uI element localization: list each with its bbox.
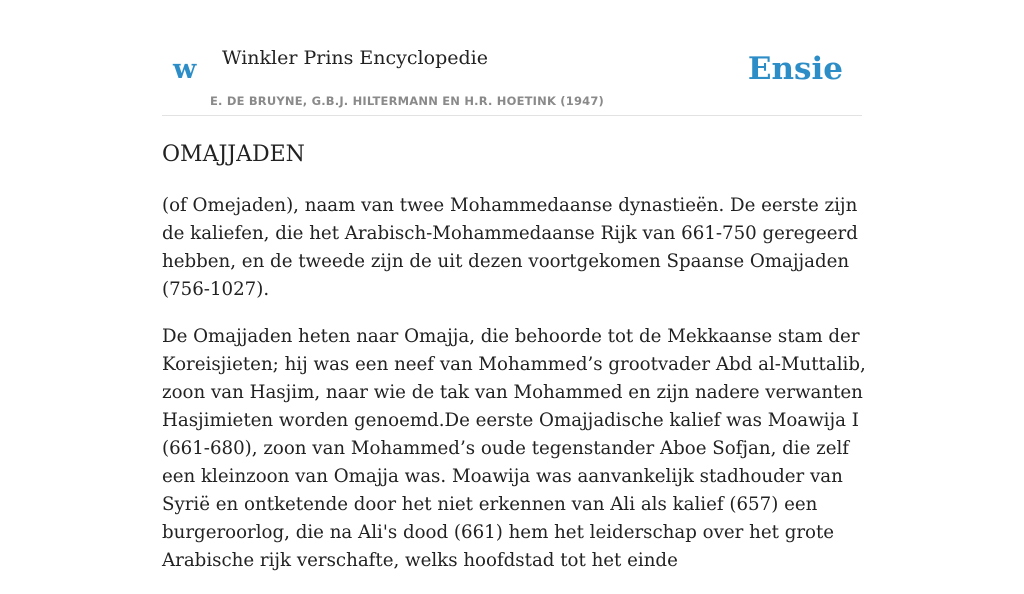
ensie-logo[interactable]: Ensie	[747, 51, 843, 87]
logo-w-icon[interactable]: w	[173, 54, 197, 85]
article-paragraph-1: (of Omejaden), naam van twee Mohammedaanse dynastieën. De eerste zijn de kaliefen, die het Arabisch-Mohammedaanse Rijk van 661-750 geregeerd hebben, en de tweede zijn de uit dezen voortgekomen Spaanse Omajjaden (756-1027).	[162, 195, 858, 300]
authors-credit: E. DE BRUYNE, G.B.J. HILTERMANN EN H.R. HOETINK (1947)	[210, 94, 605, 108]
article-title: OMAJJADEN	[162, 142, 305, 167]
site-title[interactable]: Winkler Prins Encyclopedie	[222, 47, 488, 69]
article-paragraph-2: De Omajjaden heten naar Omajja, die behoorde tot de Mekkaanse stam der Koreisjieten; hij was een neef van Mohammed’s grootvader Abd al-Muttalib, zoon van Hasjim, naar wie de tak van Mohammed en zijn nadere verwanten Hasjimieten worden genoemd.De eerste Omajjadische kalief was Moawija I (661-680), zoon van Mohammed’s oude tegenstander Aboe Sofjan, die zelf een kleinzoon van Omajja was. Moawija was aanvankelijk stadhouder van Syrië en ontketende door het niet erkennen van Ali als kalief (657) een burgeroorlog, die na Ali's dood (661) hem het leiderschap over het grote Arabische rijk verschafte, welks hoofdstad tot het einde	[162, 326, 866, 571]
article-body	[162, 192, 872, 594]
site-header	[162, 36, 862, 116]
